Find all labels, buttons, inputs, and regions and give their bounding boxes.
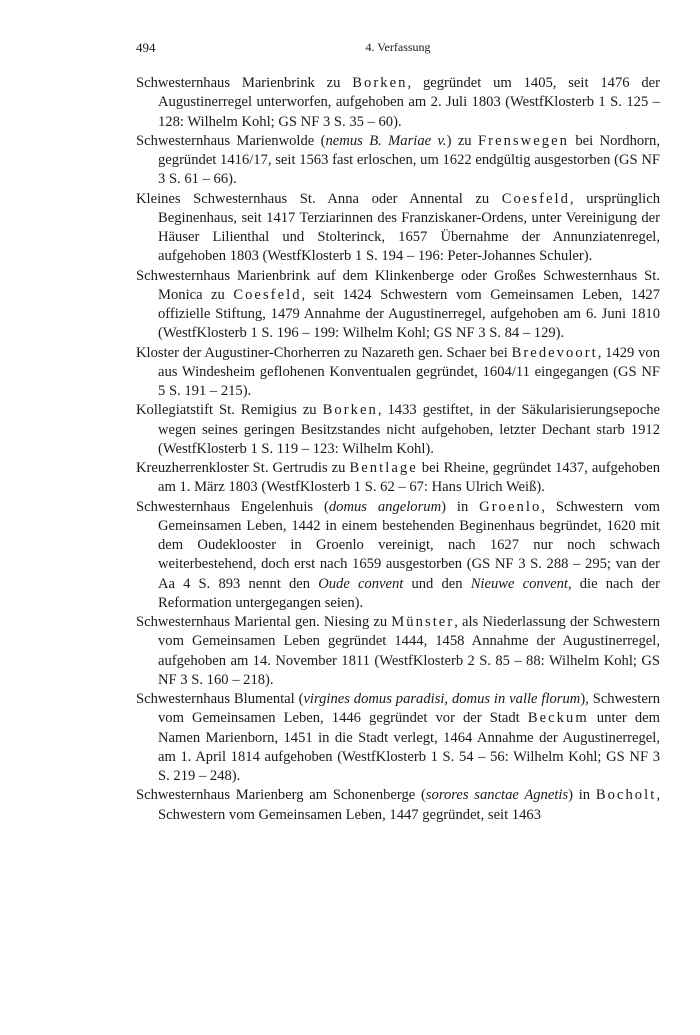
place-name: Borken (322, 402, 378, 419)
latin-name: virgines domus paradisi, domus in valle florum (303, 691, 581, 707)
page (136, 40, 660, 825)
list-item: Schwesternhaus Marienberg am Schonenberge (sorores sanctae Agnetis) in Bocholt, Schwestern vom Gemeinsamen Leben, 1447 gegründet, seit 1463 (136, 787, 660, 823)
list-item: Schwesternhaus Marienbrink zu Borken, gegründet um 1405, seit 1476 der Augustinerregel unterworfen, aufgehoben am 2. Juli 1803 (WestfKlosterb 1 S. 125 – 128: Wilhelm Kohl; GS NF 3 S. 35 – 60). (136, 75, 660, 130)
list-item: Kloster der Augustiner-Chorherren zu Nazareth gen. Schaer bei Bredevoort, 1429 von aus Windesheim geflohenen Konventualen gegründet, 1604/11 eingegangen (GS NF 5 S. 191 – 215). (136, 344, 660, 399)
latin-name: nemus B. Mariae v. (325, 132, 447, 149)
place-name: Coesfeld (233, 286, 302, 303)
place-name: Groenlo (479, 498, 542, 515)
list-item: Kleines Schwesternhaus St. Anna oder Annental zu Coesfeld, ursprünglich Beginenhaus, seit 1417 Terziarinnen des Franziskaner-Ordens, unter Vereinigung der Häuser Lilienthal und Stolterinck, 1657 Übernahme der Annunziatenregel, aufgehoben 1803 (WestfKlosterb 1 S. 194 – 196: Peter-Johannes Schuler). (136, 190, 660, 265)
list-item: Schwesternhaus Engelenhuis (domus angelorum) in Groenlo, Schwestern vom Gemeinsamen Leben, 1442 in einem bestehenden Beginenhaus begründet, 1620 mit dem Oudeklooster in Groenlo vereinigt, nach 1627 nur noch schwach weiterbestehend, doch erst nach 1659 ausgestorben (GS NF 3 S. 288 – 295; van der Aa 4 S. 893 nennt den Oude convent und den Nieuwe convent, die nach der Reformation untergegangen seien). (136, 498, 661, 611)
place-name: Borken (352, 75, 408, 91)
place-name: Münster (391, 614, 455, 630)
place-name: Beckum (527, 710, 589, 727)
list-item: Schwesternhaus Marienwolde (nemus B. Mariae v.) zu Frenswegen bei Nordhorn, gegründet 1416/17, seit 1563 fast erloschen, um 1622 endgültig ausgestorben (GS NF 3 S. 61 – 66). (136, 132, 660, 188)
place-name: Bentlage (349, 460, 418, 476)
latin-name: Oude convent (318, 575, 404, 592)
list-item: Kreuzherrenkloster St. Gertrudis zu Bentlage bei Rheine, gegründet 1437, aufgehoben am 1. März 1803 (WestfKlosterb 1 S. 62 – 67: Hans Ulrich Weiß). (136, 460, 660, 496)
list-item: Schwesternhaus Marienbrink auf dem Klinkenberge oder Großes Schwesternhaus St. Monica zu Coesfeld, seit 1424 Schwestern vom Gemeinsamen Leben, 1427 offizielle Stiftung, 1479 Annahme der Augustinerregel, aufgehoben am 6. Juni 1810 (WestfKlosterb 1 S. 196 – 199: Wilhelm Kohl; GS NF 3 S. 84 – 129). (136, 267, 660, 342)
list-item: Kollegiatstift St. Remigius zu Borken, 1433 gestiftet, in der Säkularisierungsepoche wegen seines geringen Besitzstandes nicht aufgehoben, letzter Dechant starb 1912 (WestfKlosterb 1 S. 119 – 123: Wilhelm Kohl). (136, 402, 660, 457)
running-head: 4. Verfassung (365, 40, 431, 54)
place-name: Bredevoort (511, 344, 598, 361)
latin-name: domus angelorum (328, 498, 442, 515)
place-name: Coesfeld (501, 190, 570, 207)
page-number: 494 (136, 40, 156, 55)
entry-list (136, 74, 660, 825)
list-item: Schwesternhaus Blumental (virgines domus paradisi, domus in valle florum), Schwestern vom Gemeinsamen Leben, 1446 gegründet vor der Stadt Beckum unter dem Namen Marienborn, 1451 in die Stadt verlegt, 1464 Annahme der Augustinerregel, am 1. April 1814 aufgehoben (WestfKlosterb 1 S. 54 – 56: Wilhelm Kohl; GS NF 3 S. 219 – 248). (136, 691, 660, 784)
place-name: Frenswegen (478, 132, 569, 149)
latin-name: sorores sanctae Agnetis (425, 787, 569, 804)
place-name: Bocholt (595, 787, 657, 804)
page-header (136, 40, 660, 62)
list-item: Schwesternhaus Mariental gen. Niesing zu Münster, als Niederlassung der Schwestern vom Gemeinsamen Leben gegründet 1444, 1458 Annahme der Augustinerregel, aufgehoben am 14. November 1811 (WestfKlosterb 2 S. 85 – 88: Wilhelm Kohl; GS NF 3 S. 160 – 218). (136, 614, 660, 688)
latin-name: Nieuwe convent (470, 575, 568, 592)
